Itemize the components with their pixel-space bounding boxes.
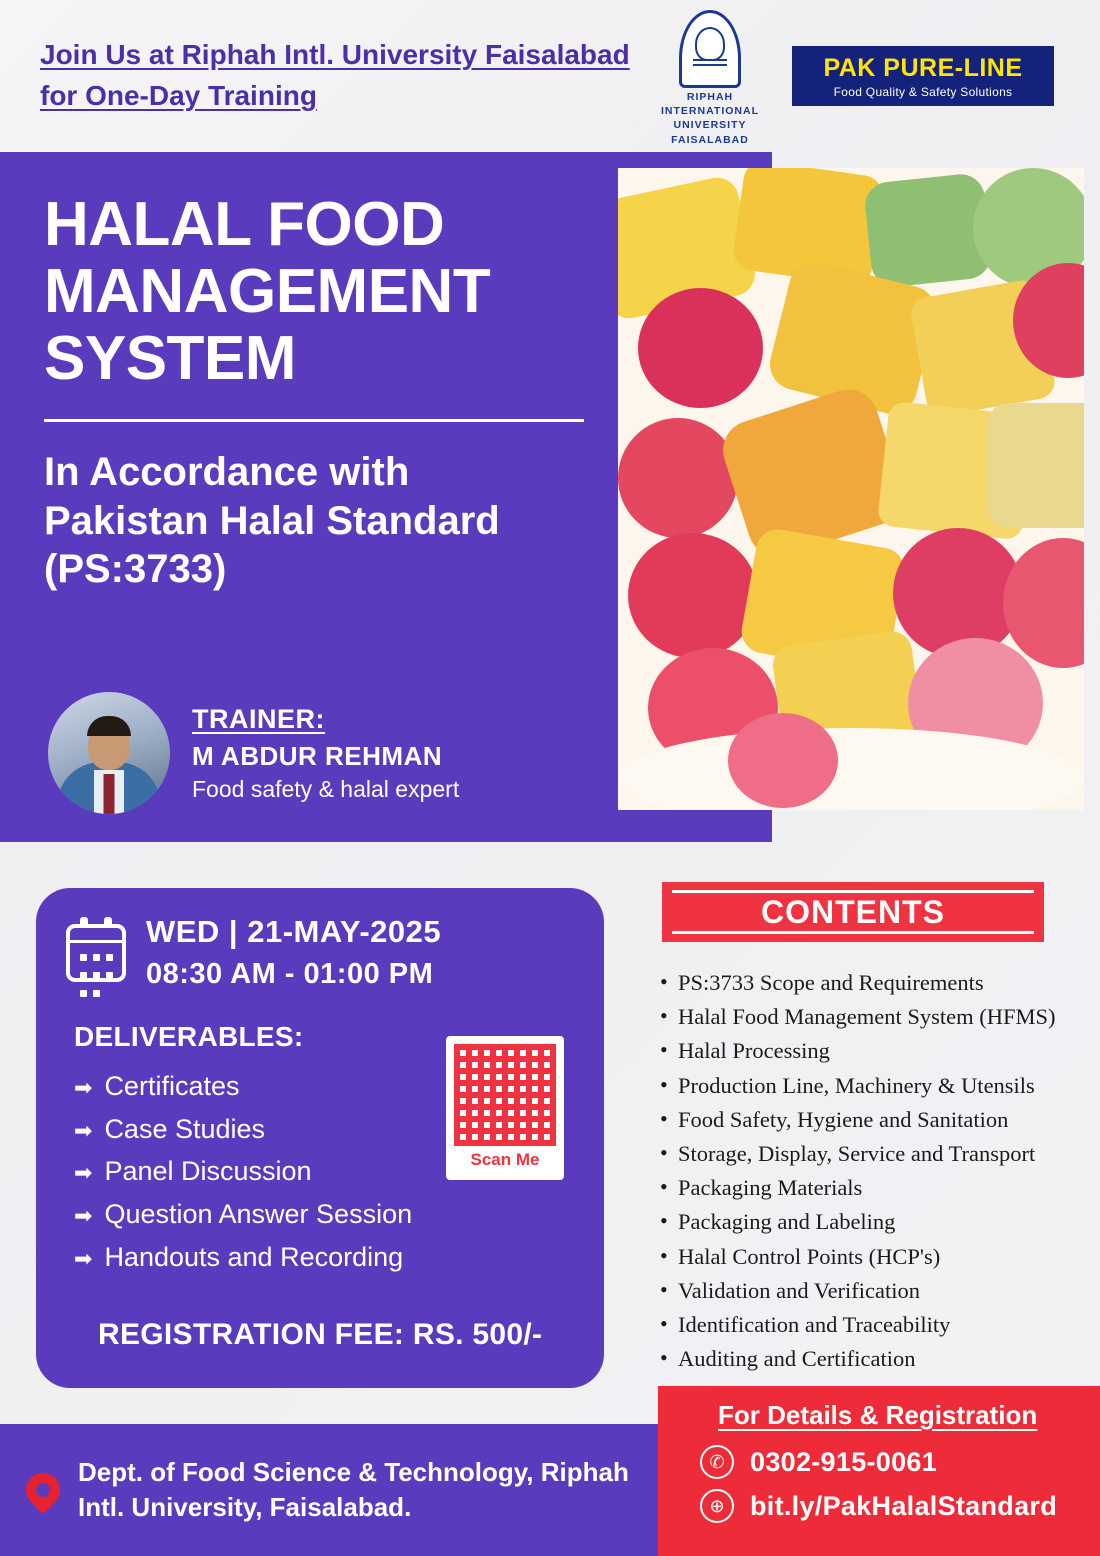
event-time: 08:30 AM - 01:00 PM bbox=[146, 958, 434, 990]
phone-row[interactable] bbox=[700, 1445, 1100, 1479]
list-item: • Validation and Verification bbox=[656, 1274, 1086, 1308]
header-headline: Join Us at Riphah Intl. University Faisalabad for One-Day Training bbox=[40, 39, 630, 111]
calendar-icon bbox=[66, 924, 126, 982]
list-item bbox=[74, 1193, 604, 1236]
whatsapp-icon: ✆ bbox=[700, 1445, 734, 1479]
trainer-role: Food safety & halal expert bbox=[192, 775, 460, 802]
list-item: • Production Line, Machinery & Utensils bbox=[656, 1069, 1086, 1103]
deliverable-label: Handouts and Recording bbox=[104, 1241, 404, 1272]
title-divider bbox=[44, 419, 584, 422]
riphah-logo-text: RIPHAH INTERNATIONAL UNIVERSITY FAISALABAD bbox=[661, 91, 759, 146]
riphah-crest-icon bbox=[679, 10, 741, 88]
contents-list bbox=[656, 966, 1086, 1376]
list-item: • Halal Control Points (HCP's) bbox=[656, 1240, 1086, 1274]
qr-code-label: Scan Me bbox=[470, 1150, 540, 1169]
schedule-card bbox=[36, 888, 604, 1388]
deliverable-label: Certificates bbox=[104, 1071, 240, 1101]
deliverables-title: DELIVERABLES: bbox=[74, 1021, 304, 1052]
page-title: HALAL FOOD MANAGEMENT SYSTEM bbox=[44, 190, 491, 393]
link-row[interactable] bbox=[700, 1489, 1100, 1523]
contact-title: For Details & Registration bbox=[718, 1400, 1038, 1430]
partner-logo-tagline: Food Quality & Safety Solutions bbox=[833, 84, 1013, 99]
arrow-icon: ➡ bbox=[74, 1075, 93, 1100]
globe-icon: ⊕ bbox=[700, 1489, 734, 1523]
list-item: • Halal Food Management System (HFMS) bbox=[656, 1000, 1086, 1034]
trainer-label: TRAINER: bbox=[192, 703, 325, 734]
contents-heading: CONTENTS bbox=[662, 882, 1044, 942]
list-item: • Packaging and Labeling bbox=[656, 1205, 1086, 1239]
list-item: • Identification and Traceability bbox=[656, 1308, 1086, 1342]
footer-address-block bbox=[0, 1424, 660, 1556]
partner-logo-name: PAK PURE-LINE bbox=[823, 53, 1023, 82]
hero-subtitle: In Accordance with Pakistan Halal Standard (PS:3733) bbox=[44, 449, 500, 592]
riphah-university-logo bbox=[640, 10, 780, 147]
arrow-icon: ➡ bbox=[74, 1245, 93, 1271]
trainer-block bbox=[48, 692, 459, 814]
qr-code[interactable] bbox=[446, 1036, 564, 1180]
arrow-icon: ➡ bbox=[74, 1117, 93, 1143]
list-item: • Auditing and Certification bbox=[656, 1342, 1086, 1376]
list-item bbox=[74, 1236, 604, 1279]
deliverable-label: Panel Discussion bbox=[104, 1156, 312, 1187]
list-item: • Food Safety, Hygiene and Sanitation bbox=[656, 1103, 1086, 1137]
event-date: WED | 21-MAY-2025 bbox=[146, 914, 442, 949]
arrow-icon: ➡ bbox=[74, 1202, 93, 1228]
list-item: • Packaging Materials bbox=[656, 1171, 1086, 1205]
qr-code-image bbox=[454, 1044, 556, 1146]
footer-contact-block bbox=[658, 1386, 1100, 1556]
list-item: • PS:3733 Scope and Requirements bbox=[656, 966, 1086, 1000]
venue-address: Dept. of Food Science & Technology, Riphah Intl. University, Faisalabad. bbox=[78, 1456, 629, 1522]
candy-photo bbox=[618, 168, 1084, 810]
trainer-name: M ABDUR REHMAN bbox=[192, 740, 443, 771]
location-pin-icon bbox=[19, 1466, 67, 1514]
registration-link: bit.ly/PakHalalStandard bbox=[750, 1490, 1057, 1521]
trainer-avatar bbox=[48, 692, 170, 814]
phone-number: 0302-915-0061 bbox=[750, 1446, 938, 1477]
registration-fee: REGISTRATION FEE: RS. 500/- bbox=[98, 1318, 543, 1351]
list-item: • Storage, Display, Service and Transport bbox=[656, 1137, 1086, 1171]
list-item: • Halal Processing bbox=[656, 1034, 1086, 1068]
deliverable-label: Question Answer Session bbox=[104, 1198, 413, 1229]
pak-pure-line-logo bbox=[792, 46, 1054, 106]
deliverable-label: Case Studies bbox=[104, 1113, 266, 1144]
arrow-icon: ➡ bbox=[74, 1160, 93, 1186]
